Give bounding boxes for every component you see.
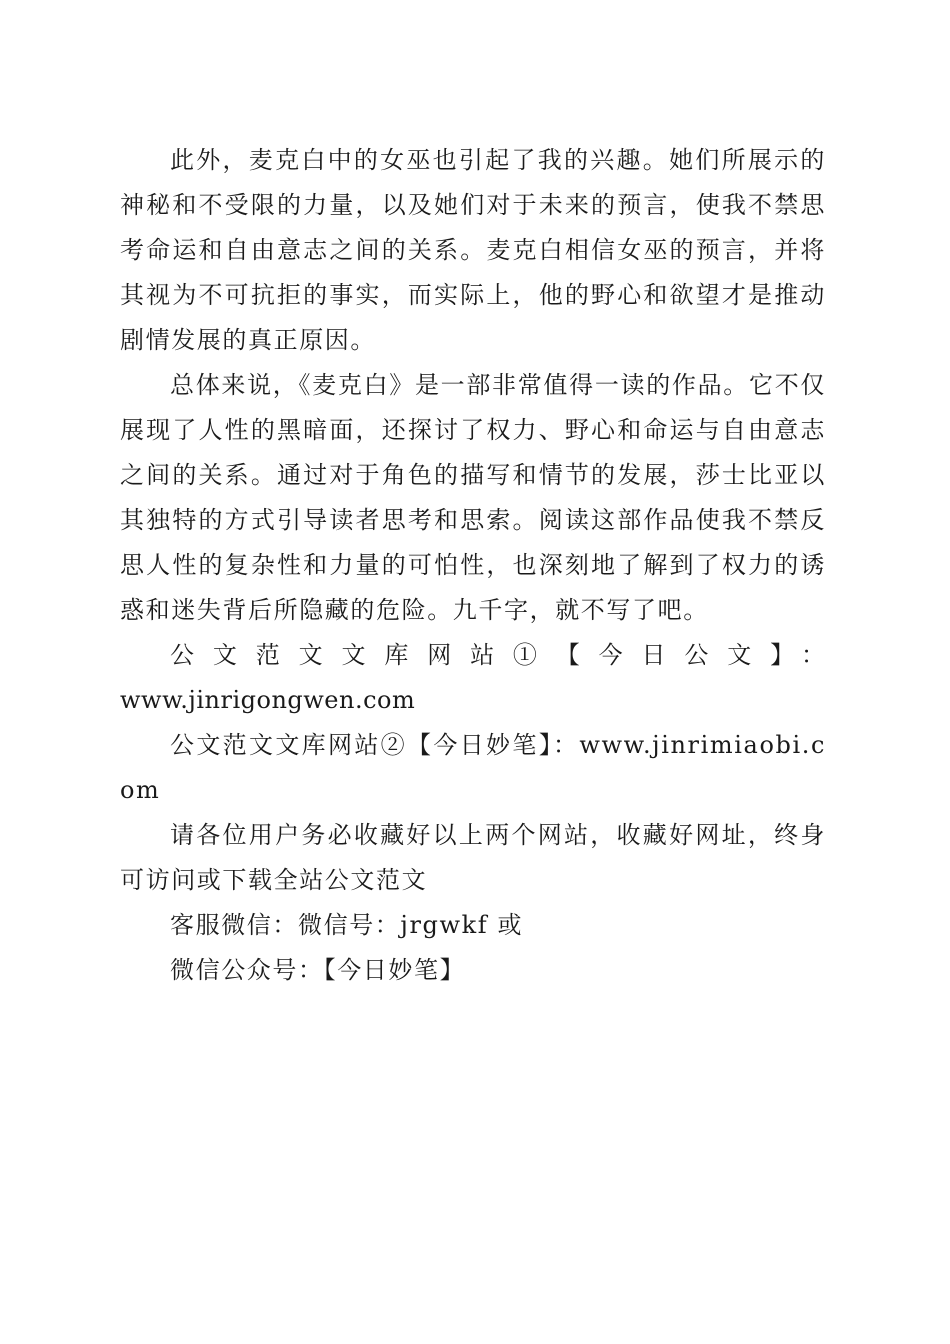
site-one-block <box>120 633 826 723</box>
paragraph-conclusion: 总体来说，《麦克白》是一部非常值得一读的作品。它不仅展现了人性的黑暗面，还探讨了权力、野心和命运与自由意志之间的关系。通过对于角色的描写和情节的发展，莎士比亚以其独特的方式引导读者思考和思索。阅读这部作品使我不禁反思人性的复杂性和力量的可怕性，也深刻地了解到了权力的诱惑和迷失背后所隐藏的危险。九千字，就不写了吧。 <box>120 371 826 624</box>
site-one-label: 公文范文文库网站①【今日公文】： <box>170 641 826 669</box>
site-one-url: www.jinrigongwen.com <box>120 686 416 714</box>
official-account: 微信公众号：【今日妙笔】 <box>170 956 466 984</box>
paragraph-witches: 此外，麦克白中的女巫也引起了我的兴趣。她们所展示的神秘和不受限的力量，以及她们对于未来的预言，使我不禁思考命运和自由意志之间的关系。麦克白相信女巫的预言，并将其视为不可抗拒的事实，而实际上，他的野心和欲望才是推动剧情发展的真正原因。 <box>120 146 826 354</box>
bookmark-notice: 请各位用户务必收藏好以上两个网站，收藏好网址，终身可访问或下载全站公文范文 <box>120 821 826 894</box>
customer-service-wechat: 客服微信：微信号：jrgwkf 或 <box>170 911 524 939</box>
site-two-line: 公文范文文库网站②【今日妙笔】：www.jinrimiaobi.com <box>120 731 826 804</box>
document-body <box>120 138 826 993</box>
